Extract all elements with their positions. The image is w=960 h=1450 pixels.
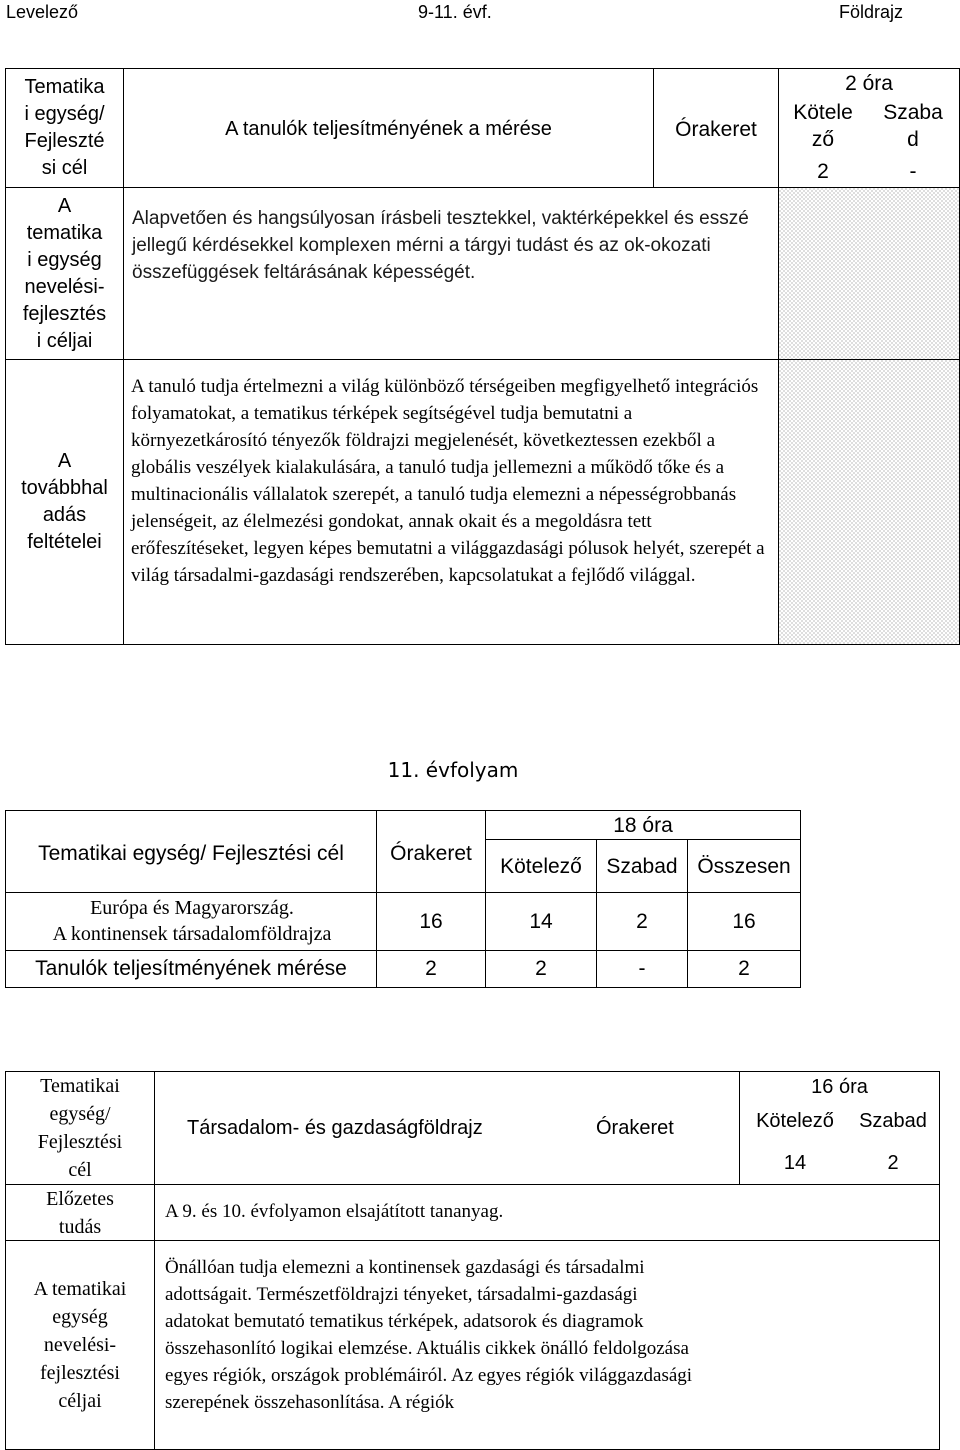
table1-row1-cell	[123, 187, 779, 360]
table1-row2-cell	[123, 359, 779, 645]
header-center: 9-11. évf.	[418, 2, 492, 22]
table1-title-cell	[123, 68, 654, 188]
table1-hours-total: 2 óra	[845, 72, 893, 95]
table2-head-hours-cell	[485, 810, 801, 840]
table1-orakeret: Órakeret	[675, 118, 757, 141]
table2-row2-osszesen: 2	[687, 950, 801, 988]
table2-row1-osszesen: 16	[687, 892, 801, 951]
table2-head-szabad: Szabad	[606, 855, 678, 878]
table2-row1-label-cell	[5, 892, 377, 951]
table2-row1-label-line1: Európa és Magyarország.	[90, 897, 294, 919]
table3-szabad-value: 2	[887, 1152, 899, 1174]
table1-kotelezo-label: Kötele ző	[793, 101, 853, 151]
table3-kotelezo-value: 14	[783, 1152, 807, 1174]
table2-row2-szabad: -	[596, 950, 688, 988]
table2-head-hours: 18 óra	[613, 814, 673, 837]
table2-row1-label-line2: A kontinensek társadalomföldrajza	[52, 923, 332, 945]
table1-hours-cell	[778, 68, 960, 188]
table2-row1-szabad: 2	[596, 892, 688, 951]
table2-row2-orakeret: 2	[376, 950, 486, 988]
table2-head-szabad-cell	[596, 839, 688, 893]
table3-hours-cell	[739, 1071, 940, 1185]
table3-row1-cell	[154, 1184, 940, 1241]
table3-row2-cell	[154, 1240, 940, 1450]
table1-szabad-value: -	[909, 160, 917, 183]
header-left: Levelező	[6, 2, 79, 22]
table2-head-orakeret: Órakeret	[390, 842, 472, 865]
table3-col-header: Tematikai egység/ Fejlesztési cél	[5, 1071, 155, 1185]
table1-row1-label: A tematika i egység nevelési- fejlesztés i céljai	[5, 187, 124, 360]
table2-head-unit-cell	[5, 810, 377, 893]
table1-row1-text: Alapvetően és hangsúlyosan írásbeli tesztekkel, vaktérképekkel és esszé jellegű kérdésekkel komplexen mérni a tárgyi tudást és az ok-okozati összefüggések feltárásának képességét.	[132, 208, 749, 283]
table1-row2-shaded	[778, 359, 960, 645]
table2-head-kotelezo: Kötelező	[500, 855, 582, 878]
table1-szabad-label: Szaba d	[883, 101, 943, 151]
table3-szabad-label: Szabad	[859, 1110, 927, 1132]
table3-row2-text: Önállóan tudja elemezni a kontinensek gazdasági és társadalmi adottságait. Természetföldrajzi tényeket, társadalmi-gazdasági adatokat bemutató tematikus térképek, adatsorok és diagramok összehasonlító logikai elemzése. Aktuális cikkek önálló feldolgozása egyes régiók, országok problémáiról. Az egyes régiók világgazdasági szerepének összehasonlítása. A régiók	[165, 1257, 693, 1413]
table3-hours-total: 16 óra	[811, 1076, 868, 1098]
header-right: Földrajz	[838, 2, 903, 22]
table2-head-osszesen: Összesen	[697, 855, 791, 878]
table2-head-kotelezo-cell	[485, 839, 597, 893]
table3-row1-text: A 9. és 10. évfolyamon elsajátított tananyag.	[165, 1201, 504, 1222]
table3-title: Társadalom- és gazdaságföldrajz	[187, 1117, 483, 1139]
table2-head-osszesen-cell	[687, 839, 801, 893]
table1-orakeret-cell	[653, 68, 779, 188]
table3-row1-label: Előzetes tudás	[5, 1184, 155, 1241]
table1-col-header: Tematika i egység/ Fejleszté si cél	[5, 68, 124, 188]
table2-row1-kotelezo: 14	[485, 892, 597, 951]
table3-row2-label: A tematikai egység nevelési- fejlesztési céljai	[5, 1240, 155, 1450]
table1-kotelezo-value: 2	[817, 160, 829, 183]
table3-title-cell	[154, 1071, 740, 1185]
table3-orakeret: Órakeret	[596, 1117, 674, 1139]
table1-row1-shaded	[778, 187, 960, 360]
table1-row2-text: A tanuló tudja értelmezni a világ különböző térségeiben megfigyelhető integrációs folyamatokat, a tematikus térképek segítségével tudja bemutatni a környezetkárosító tényezők földrajzi megjelenését, következtessen ezekből a globális veszélyek kialakulására, a tanuló tudja jellemezni a működő tőke és a multinacionális vállalatok szerepét, a tanuló tudja elemezni a népességrobbanás jelenségeit, az élelmezési gondokat, annak okait és a megoldásra tett erőfeszítéseket, legyen képes bemutatni a világgazdasági pólusok helyét, szerepét a világ társadalmi-gazdasági rendszerében, kapcsolatukat a fejlődő világgal.	[131, 376, 765, 586]
year-title: 11. évfolyam	[387, 758, 519, 782]
table2-row2-kotelezo: 2	[485, 950, 597, 988]
table2-head-orakeret-cell	[376, 810, 486, 893]
table2-row1-orakeret: 16	[376, 892, 486, 951]
table2-head-unit: Tematikai egység/ Fejlesztési cél	[38, 842, 344, 865]
table2-row2-label: Tanulók teljesítményének mérése	[5, 950, 377, 988]
table3-kotelezo-label: Kötelező	[756, 1110, 834, 1132]
table1-row2-label: A továbbhal adás feltételei	[5, 359, 124, 645]
table1-title: A tanulók teljesítményének a mérése	[225, 118, 552, 140]
